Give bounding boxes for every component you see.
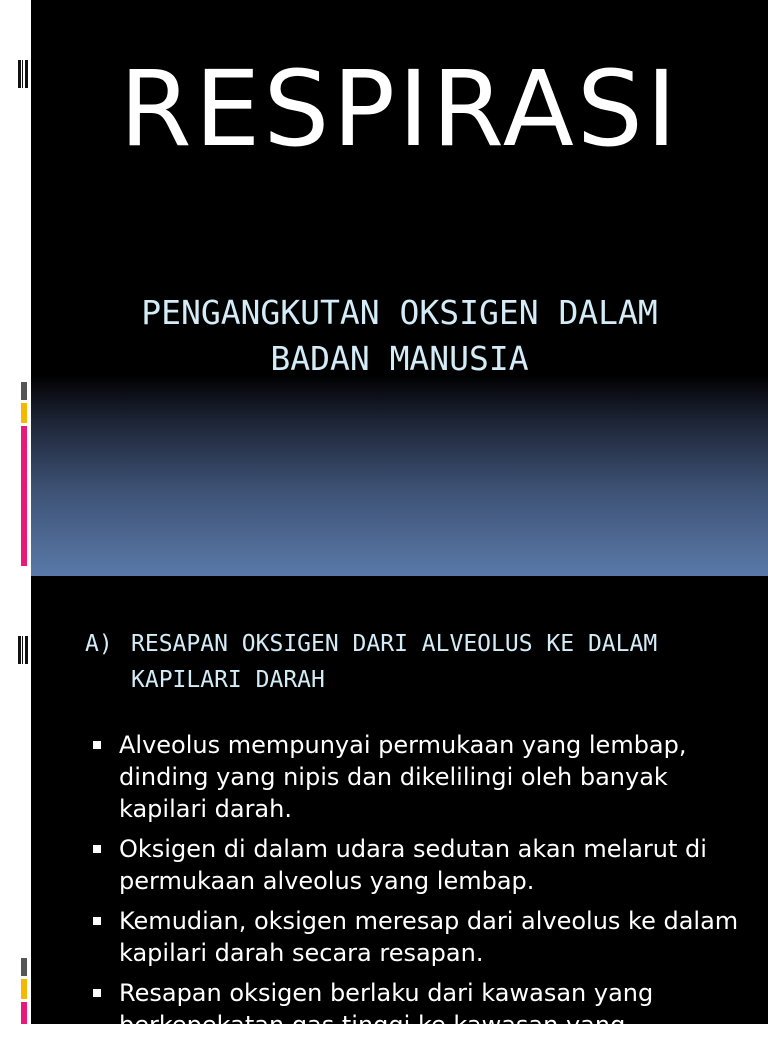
accent-bar-grey: [21, 382, 27, 400]
list-item: [89, 977, 748, 1041]
heading-line-1: RESAPAN OKSIGEN DARI ALVEOLUS KE DALAM: [131, 631, 658, 657]
accent-bar-grey-2: [21, 958, 27, 976]
content-slide[interactable]: [31, 576, 768, 1039]
list-item: [89, 905, 748, 969]
list-item: [89, 833, 748, 897]
bullet-text: Oksigen di dalam udara sedutan akan melarut di permukaan alveolus yang lembap.: [119, 835, 707, 895]
bullet-text: Alveolus mempunyai permukaan yang lembap, dinding yang nipis dan dikelilingi oleh banyak kapilari darah.: [119, 731, 687, 823]
section-heading: [85, 626, 748, 698]
bullet-square-icon: [93, 845, 101, 853]
accent-bar-pink-2: [21, 1002, 27, 1024]
title-slide[interactable]: [31, 0, 768, 576]
accent-bar-yellow: [21, 403, 27, 423]
subtitle-line-2: BADAN MANUSIA: [270, 339, 529, 378]
heading-line-2: KAPILARI DARAH: [131, 667, 325, 693]
slide-2-edge-marker: [18, 636, 28, 664]
bullet-text: Resapan oksigen berlaku dari kawasan yang berkepekatan gas tinggi ke kawasan yang: [119, 979, 654, 1039]
accent-bar-pink: [21, 426, 27, 566]
list-item: [89, 729, 748, 825]
bullet-list: [89, 729, 748, 1049]
bullet-square-icon: [93, 989, 101, 997]
bullet-text: Kemudian, oksigen meresap dari alveolus ke dalam kapilari darah secara resapan.: [119, 907, 739, 967]
slide-1-edge-marker: [18, 60, 28, 88]
subtitle-line-1: PENGANGKUTAN OKSIGEN DALAM: [141, 293, 658, 332]
bullet-square-icon: [93, 741, 101, 749]
bullet-square-icon: [93, 917, 101, 925]
slide-title: RESPIRASI: [119, 48, 680, 170]
accent-bar-yellow-2: [21, 979, 27, 999]
slide-subtitle: [31, 290, 768, 382]
heading-marker: A): [85, 631, 113, 657]
